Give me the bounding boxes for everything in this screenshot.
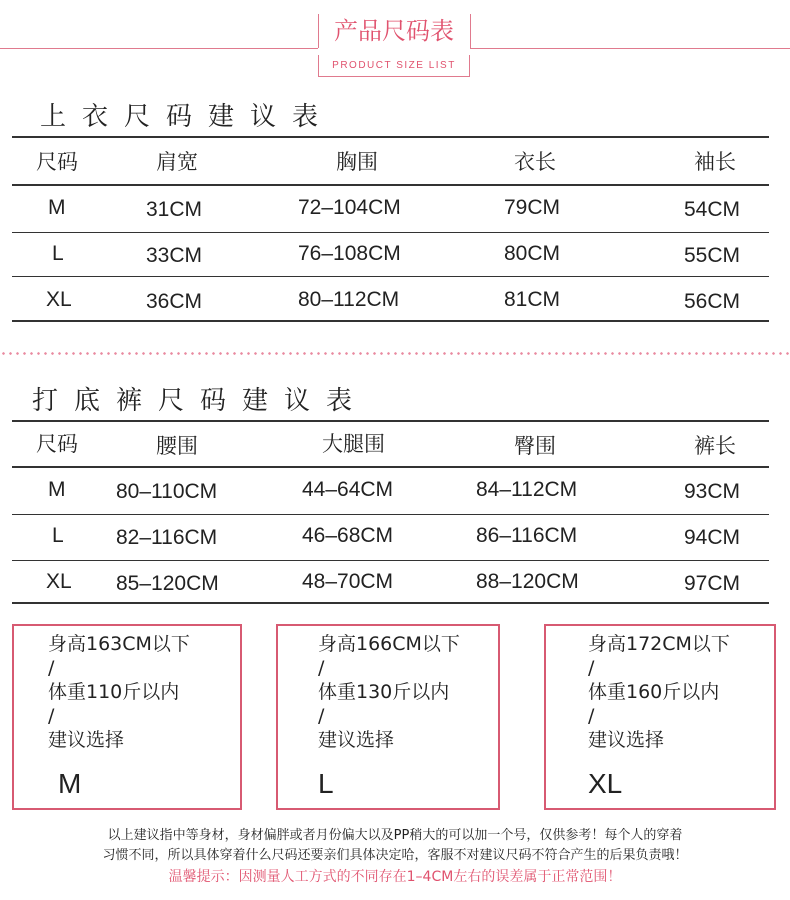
table-cell: M — [48, 478, 66, 501]
table-cell: 82–116CM — [116, 526, 218, 549]
size-recommendation-card-m — [12, 624, 242, 810]
table-cell: 94CM — [684, 526, 741, 549]
table-cell: 86–116CM — [476, 524, 578, 547]
measurement-warning: 温馨提示：因测量人工方式的不同存在1–4CM左右的误差属于正常范围！ — [168, 869, 622, 885]
table-rule — [12, 184, 769, 186]
column-header: 衣长 — [514, 150, 556, 174]
table-cell: 44–64CM — [302, 478, 394, 501]
separator: / — [318, 705, 325, 727]
tops-table-title: 上衣尺码建议表 — [40, 102, 335, 132]
table-cell: 54CM — [684, 198, 741, 221]
table-cell: 36CM — [146, 290, 203, 313]
weight-limit: 体重110斤以内 — [48, 681, 180, 703]
height-limit: 身高163CM以下 — [48, 633, 190, 655]
table-rule — [12, 560, 769, 561]
separator: / — [318, 657, 325, 679]
header-line-right — [470, 48, 790, 49]
weight-limit: 体重160斤以内 — [588, 681, 720, 703]
table-cell: 84–112CM — [476, 478, 578, 501]
table-rule — [12, 136, 769, 138]
table-cell: 80–110CM — [116, 480, 218, 503]
pants-table-title: 打底裤尺码建议表 — [32, 386, 369, 416]
advice-label: 建议选择 — [588, 729, 665, 751]
height-limit: 身高166CM以下 — [318, 633, 460, 655]
table-rule — [12, 514, 769, 515]
footnote-line-1: 以上建议指中等身材，身材偏胖或者月份偏大以及PP稍大的可以加一个号，仅供参考！每个人的穿着 — [107, 828, 683, 843]
page-subtitle: PRODUCT SIZE LIST — [332, 60, 456, 71]
table-rule — [12, 602, 769, 604]
table-cell: 31CM — [146, 198, 203, 221]
separator: / — [48, 705, 55, 727]
header-box-right — [470, 14, 471, 48]
table-cell: 80CM — [504, 242, 561, 265]
height-limit: 身高172CM以下 — [588, 633, 730, 655]
column-header: 臀围 — [514, 434, 556, 458]
table-cell: 55CM — [684, 244, 741, 267]
size-recommendation-card-l — [276, 624, 500, 810]
table-rule — [12, 320, 769, 322]
size-recommendation-card-xl — [544, 624, 776, 810]
advice-label: 建议选择 — [48, 729, 125, 751]
table-cell: 93CM — [684, 480, 741, 503]
header-line-left — [0, 48, 318, 49]
table-cell: XL — [46, 288, 72, 311]
table-cell: 48–70CM — [302, 570, 394, 593]
table-cell: 56CM — [684, 290, 741, 313]
table-cell: 85–120CM — [116, 572, 219, 595]
table-cell: XL — [46, 570, 72, 593]
separator: / — [48, 657, 55, 679]
table-cell: 81CM — [504, 288, 561, 311]
column-header: 袖长 — [694, 150, 736, 174]
recommended-size: M — [58, 768, 82, 799]
recommended-size: L — [318, 768, 334, 799]
footnote-line-2: 习惯不同，所以具体穿着什么尺码还要亲们具体决定哈，客服不对建议尺码不符合产生的后果负责哦！ — [102, 848, 688, 863]
table-cell: 72–104CM — [298, 196, 401, 219]
table-rule — [12, 232, 769, 233]
table-rule — [12, 276, 769, 277]
advice-label: 建议选择 — [318, 729, 395, 751]
weight-limit: 体重130斤以内 — [318, 681, 450, 703]
table-cell: 88–120CM — [476, 570, 579, 593]
table-cell: 76–108CM — [298, 242, 401, 265]
table-cell: L — [52, 524, 64, 547]
table-cell: 33CM — [146, 244, 203, 267]
column-header: 尺码 — [36, 432, 78, 456]
column-header: 腰围 — [156, 434, 198, 458]
table-rule — [12, 466, 769, 468]
table-cell: 46–68CM — [302, 524, 394, 547]
separator: / — [588, 705, 595, 727]
dotted-divider — [0, 352, 790, 355]
table-cell: 79CM — [504, 196, 561, 219]
page-header — [0, 0, 790, 90]
column-header: 肩宽 — [156, 150, 198, 174]
table-cell: 97CM — [684, 572, 741, 595]
column-header: 大腿围 — [322, 432, 385, 456]
recommended-size: XL — [588, 768, 623, 799]
table-cell: L — [52, 242, 64, 265]
column-header: 裤长 — [694, 434, 736, 458]
page-title: 产品尺码表 — [334, 17, 454, 45]
column-header: 尺码 — [36, 150, 78, 174]
column-header: 胸围 — [336, 150, 378, 174]
separator: / — [588, 657, 595, 679]
table-cell: 80–112CM — [298, 288, 400, 311]
table-cell: M — [48, 196, 66, 219]
table-rule — [12, 420, 769, 422]
